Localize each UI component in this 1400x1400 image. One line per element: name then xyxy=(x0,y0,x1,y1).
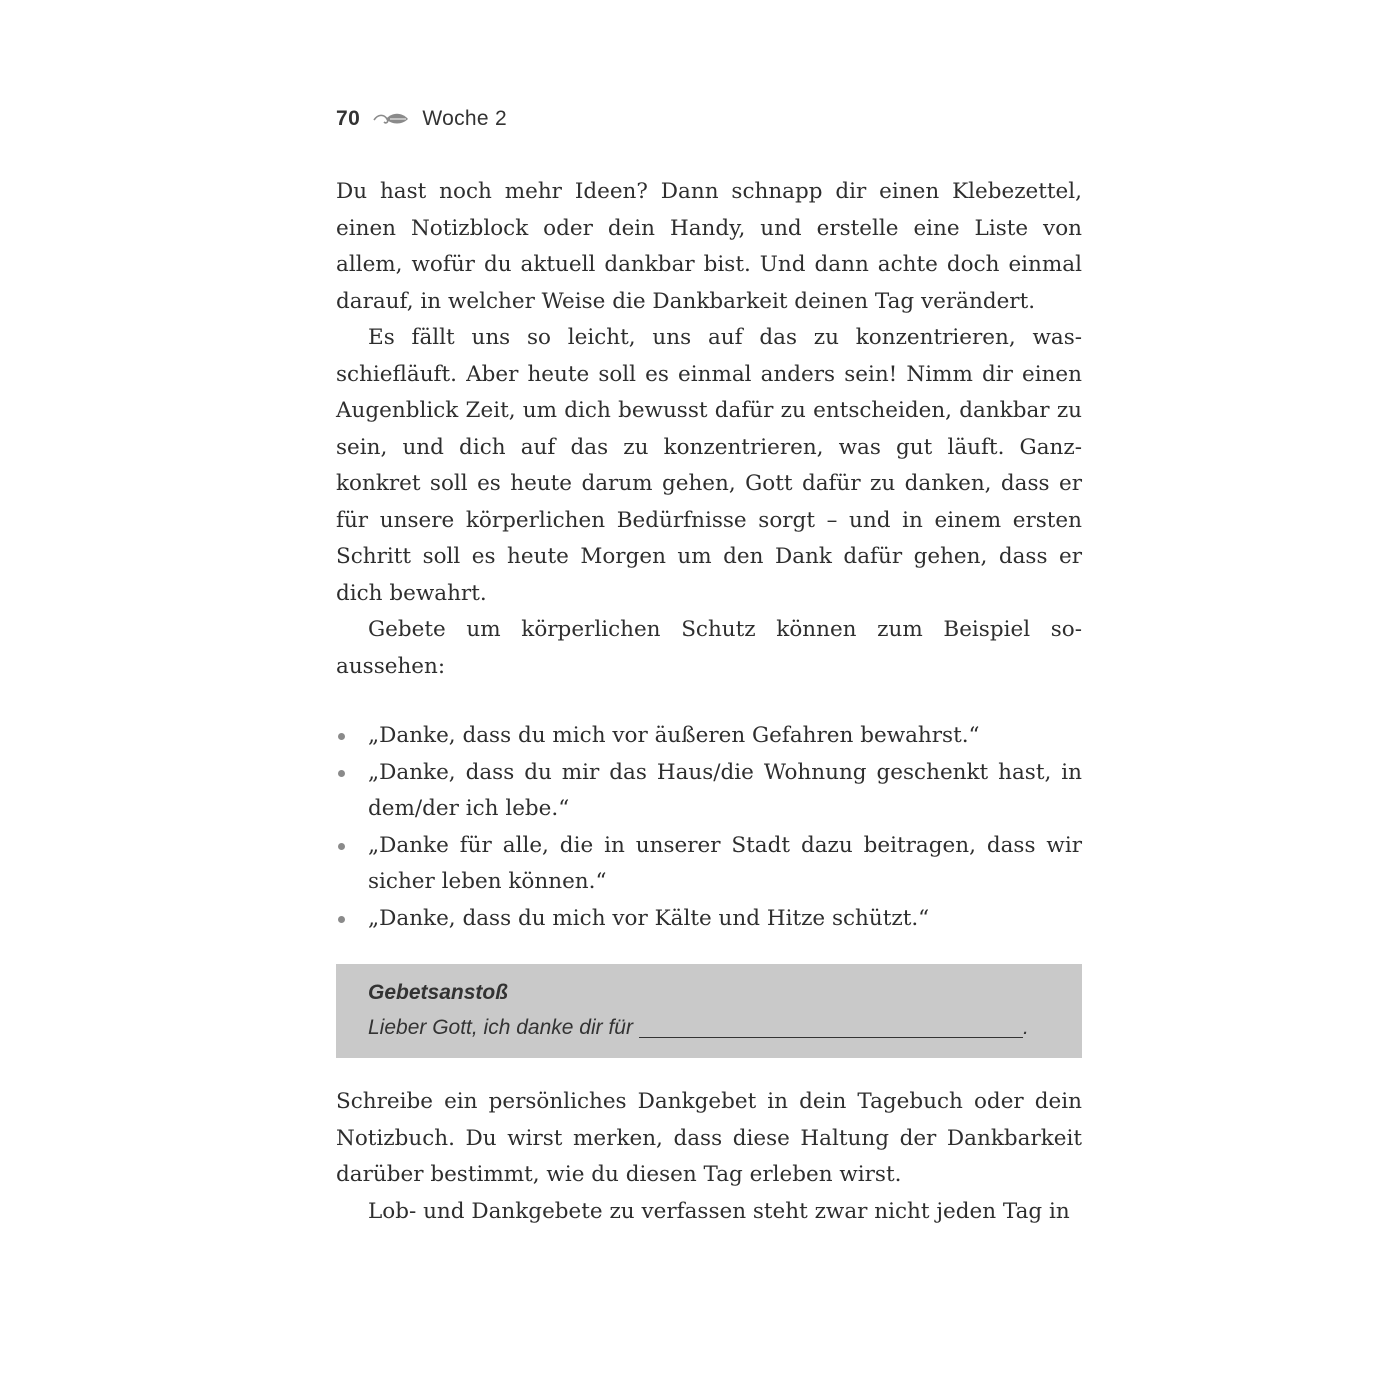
body-text-top xyxy=(336,174,1082,685)
list-item xyxy=(336,828,1082,901)
fill-in-blank xyxy=(639,1015,1023,1038)
leaf-swirl-ornament-icon xyxy=(372,110,410,128)
bullet-icon xyxy=(338,733,345,740)
prayer-end-punctuation: . xyxy=(1022,1016,1029,1039)
text-line: unsere körperlichen Bedürfnisse sorgt – und in einem ersten Schritt xyxy=(336,507,1082,569)
paragraph xyxy=(336,1194,1082,1231)
text-line: „Danke, dass du mir das Haus/die Wohnung geschenkt hast, in xyxy=(368,759,1082,785)
text-line: Lob- und Dankgebete zu verfassen steht zwar nicht jeden Tag in xyxy=(368,1198,1070,1224)
list-item xyxy=(336,755,1082,828)
text-line: „Danke für alle, die in unserer Stadt dazu beitragen, dass wir xyxy=(368,832,1082,858)
text-line: genblick Zeit, um dich bewusst dafür zu entscheiden, dankbar zu xyxy=(365,398,1082,423)
text-line: Es fällt uns so leicht, uns auf das zu konzentrieren, was schief xyxy=(336,325,1082,387)
text-line: sehen: xyxy=(373,653,446,679)
bullet-icon xyxy=(338,770,345,777)
text-line: soll es heute Morgen um den Dank dafür gehen, dass er dich be xyxy=(336,544,1082,606)
bullet-icon xyxy=(338,916,345,923)
text-line: Du hast noch mehr Ideen? Dann schnapp dir einen Klebezettel, einen xyxy=(336,179,1082,241)
prayer-box-title: Gebetsanstoß xyxy=(368,981,509,1004)
text-line: „Danke, dass du mich vor äußeren Gefahren bewahrst.“ xyxy=(368,723,980,748)
text-line: cher Weise die Dankbarkeit deinen Tag verändert. xyxy=(485,288,1036,314)
text-line: kret soll es heute darum gehen, Gott dafür zu danken, dass er für xyxy=(336,471,1082,533)
prayer-prompt-box xyxy=(336,964,1082,1058)
text-line: tizbuch. Du wirst merken, dass diese Haltung der Dankbarkeit darü xyxy=(336,1125,1082,1187)
bullet-list xyxy=(336,718,1082,937)
text-line: sicher leben können.“ xyxy=(368,869,607,894)
list-item xyxy=(336,718,1082,755)
prayer-prompt-line xyxy=(368,1010,1082,1046)
running-head xyxy=(336,104,507,134)
list-item xyxy=(336,901,1082,938)
paragraph xyxy=(336,174,1082,320)
text-line: Notizblock oder dein Handy, und erstelle eine Liste von allem, wofür xyxy=(336,215,1082,277)
text-line: läuft. Aber heute soll es einmal anders sein! Nimm dir einen Au xyxy=(336,361,1082,423)
paragraph xyxy=(336,1084,1082,1194)
text-line: „Danke, dass du mich vor Kälte und Hitze schützt.“ xyxy=(368,905,930,931)
text-line: du aktuell dankbar bist. Und dann achte doch einmal darauf, in wel xyxy=(336,252,1082,314)
paragraph xyxy=(336,612,1082,685)
page-number: 70 xyxy=(336,107,361,130)
text-line: sein, und dich auf das zu konzentrieren, was gut läuft. Ganz kon xyxy=(336,434,1082,496)
paragraph xyxy=(336,320,1082,612)
prayer-prompt-text: Lieber Gott, ich danke dir für xyxy=(368,1016,633,1039)
text-line: Schreibe ein persönliches Dankgebet in dein Tagebuch oder dein No xyxy=(336,1089,1082,1151)
text-line: ber bestimmt, wie du diesen Tag erleben wirst. xyxy=(386,1162,902,1187)
chapter-title: Woche 2 xyxy=(422,107,507,130)
text-line: wahrt. xyxy=(415,580,487,606)
text-line: dem/der ich lebe.“ xyxy=(368,796,570,821)
bullet-icon xyxy=(338,843,345,850)
body-text-bottom xyxy=(336,1084,1082,1230)
text-line: Gebete um körperlichen Schutz können zum Beispiel so aus xyxy=(336,617,1082,679)
